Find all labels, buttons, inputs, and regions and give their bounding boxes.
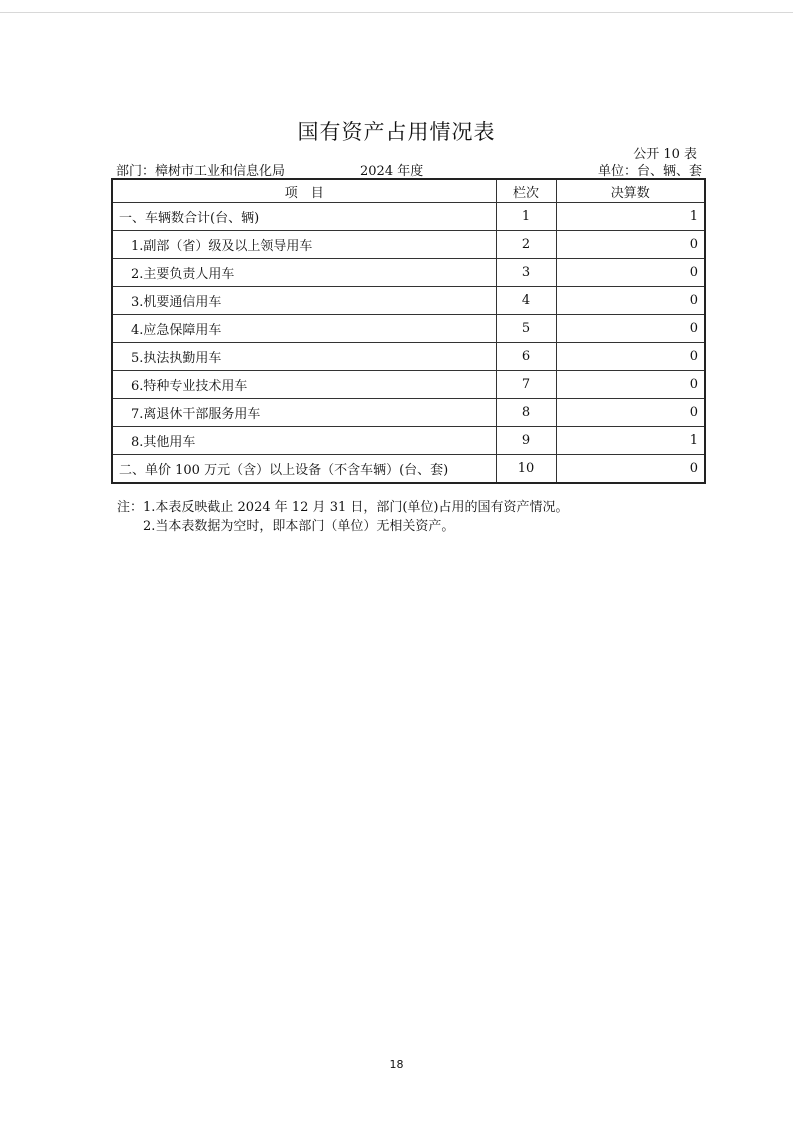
row-item: 1.副部（省）级及以上领导用车 <box>112 231 496 259</box>
row-value: 1 <box>556 203 705 231</box>
page-number: 18 <box>389 1058 404 1071</box>
header-item: 项 目 <box>112 179 496 203</box>
row-value: 0 <box>556 455 705 484</box>
row-value: 0 <box>556 287 705 315</box>
fiscal-year: 2024 年度 <box>360 164 424 179</box>
row-value: 0 <box>556 231 705 259</box>
row-value: 1 <box>556 427 705 455</box>
row-column-no: 2 <box>496 231 556 259</box>
row-value: 0 <box>556 343 705 371</box>
table-row <box>112 203 705 231</box>
table-row <box>112 427 705 455</box>
row-item: 3.机要通信用车 <box>112 287 496 315</box>
form-number: 公开 10 表 <box>633 147 697 162</box>
row-item: 二、单价 100 万元（含）以上设备（不含车辆）(台、套) <box>112 455 496 484</box>
table-row <box>112 315 705 343</box>
table-row <box>112 259 705 287</box>
row-value: 0 <box>556 371 705 399</box>
row-column-no: 1 <box>496 203 556 231</box>
row-item: 一、车辆数合计(台、辆) <box>112 203 496 231</box>
scan-edge-line <box>0 12 793 13</box>
row-column-no: 9 <box>496 427 556 455</box>
row-value: 0 <box>556 315 705 343</box>
row-value: 0 <box>556 259 705 287</box>
row-value: 0 <box>556 399 705 427</box>
row-item: 2.主要负责人用车 <box>112 259 496 287</box>
row-item: 4.应急保障用车 <box>112 315 496 343</box>
page-title: 国有资产占用情况表 <box>297 120 496 144</box>
table-row <box>112 455 705 484</box>
row-column-no: 4 <box>496 287 556 315</box>
meta-row <box>116 160 702 178</box>
unit-label: 单位：台、辆、套 <box>597 164 702 179</box>
row-item: 5.执法执勤用车 <box>112 343 496 371</box>
table-row <box>112 371 705 399</box>
table-row <box>112 287 705 315</box>
table-row <box>112 343 705 371</box>
note-1: 注：1.本表反映截止 2024 年 12 月 31 日，部门(单位)占用的国有资产情况。 <box>117 500 569 515</box>
row-column-no: 3 <box>496 259 556 287</box>
header-final-amount: 决算数 <box>556 179 705 203</box>
table-row <box>112 231 705 259</box>
table-header-row <box>112 179 705 203</box>
notes <box>117 498 569 536</box>
row-column-no: 5 <box>496 315 556 343</box>
row-column-no: 6 <box>496 343 556 371</box>
row-column-no: 10 <box>496 455 556 484</box>
asset-table <box>111 178 706 484</box>
row-item: 8.其他用车 <box>112 427 496 455</box>
header-column-no: 栏次 <box>496 179 556 203</box>
row-column-no: 7 <box>496 371 556 399</box>
department-label: 部门：樟树市工业和信息化局 <box>116 164 286 179</box>
row-item: 7.离退休干部服务用车 <box>112 399 496 427</box>
row-column-no: 8 <box>496 399 556 427</box>
note-2: 2.当本表数据为空时，即本部门（单位）无相关资产。 <box>143 519 455 534</box>
row-item: 6.特种专业技术用车 <box>112 371 496 399</box>
table-row <box>112 399 705 427</box>
